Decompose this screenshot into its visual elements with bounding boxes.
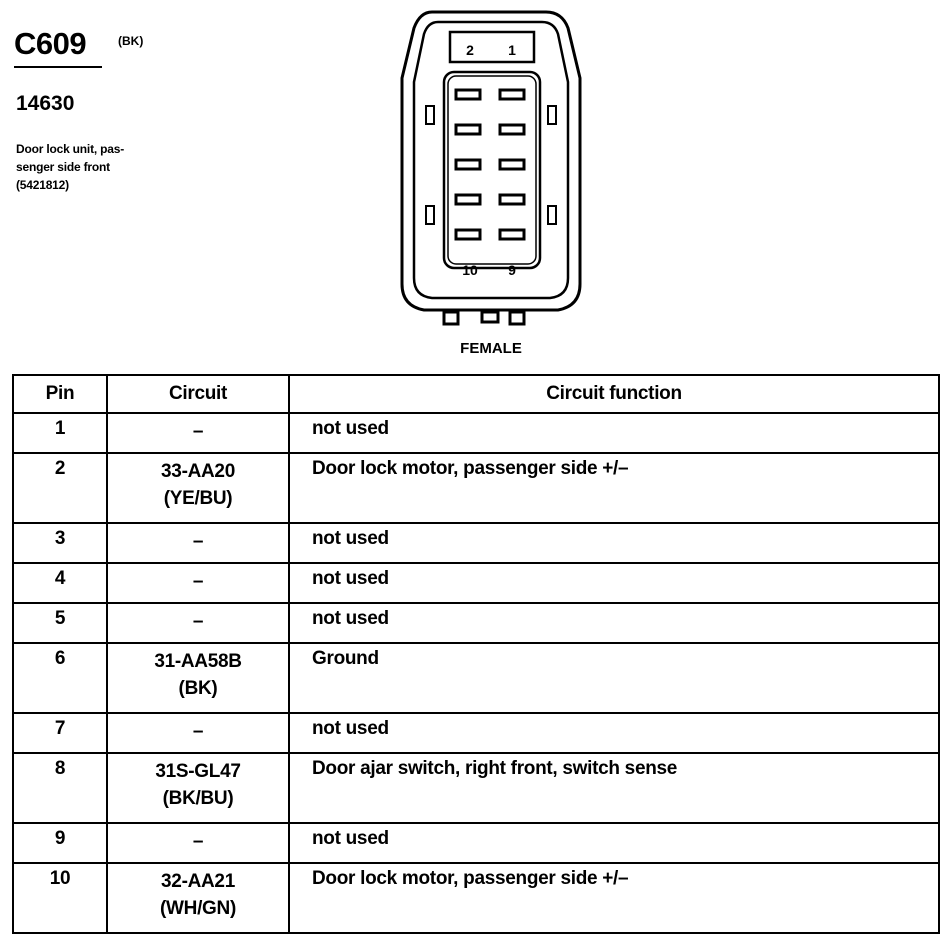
description-line: (5421812) bbox=[16, 178, 69, 192]
circuit-code: – bbox=[192, 611, 204, 632]
wire-color: (WH/GN) bbox=[160, 898, 236, 919]
circuit-code: – bbox=[192, 421, 204, 442]
pin-number: 10 bbox=[13, 863, 107, 933]
pin-number: 5 bbox=[13, 603, 107, 643]
connector-latch bbox=[450, 32, 534, 62]
circuit-code: – bbox=[192, 831, 204, 852]
circuit-function: not used bbox=[289, 413, 939, 453]
circuit-code: – bbox=[192, 571, 204, 592]
pin-number: 8 bbox=[13, 753, 107, 823]
pin-number: 3 bbox=[13, 523, 107, 563]
table-row bbox=[13, 643, 939, 713]
circuit-code: 33-AA20 bbox=[161, 461, 235, 482]
connector-face-diagram bbox=[396, 6, 586, 332]
connector-color: (BK) bbox=[118, 34, 144, 48]
circuit-function: not used bbox=[289, 713, 939, 753]
circuit-function: Ground bbox=[289, 643, 939, 713]
circuit-cell bbox=[107, 603, 289, 643]
connector-inner-outline bbox=[414, 22, 568, 298]
table-header-row bbox=[13, 375, 939, 413]
pin-label-9: 9 bbox=[508, 262, 516, 278]
circuit-code: 32-AA21 bbox=[161, 871, 235, 892]
pin-label-10: 10 bbox=[462, 262, 478, 278]
table-row bbox=[13, 753, 939, 823]
pin-number: 6 bbox=[13, 643, 107, 713]
header-pin: Pin bbox=[13, 375, 107, 413]
side-key-right bbox=[548, 106, 556, 124]
circuit-cell bbox=[107, 753, 289, 823]
circuit-function: not used bbox=[289, 603, 939, 643]
side-key-left bbox=[426, 206, 434, 224]
pin-number: 9 bbox=[13, 823, 107, 863]
pin-number: 1 bbox=[13, 413, 107, 453]
description-line: senger side front bbox=[16, 160, 110, 174]
part-number: 14630 bbox=[16, 92, 75, 115]
header-circuit: Circuit bbox=[107, 375, 289, 413]
connector-id-underline bbox=[14, 66, 102, 68]
pin-number: 2 bbox=[13, 453, 107, 523]
circuit-function: not used bbox=[289, 823, 939, 863]
pin-terminals bbox=[456, 90, 524, 239]
circuit-cell bbox=[107, 823, 289, 863]
circuit-code: – bbox=[192, 531, 204, 552]
table-row bbox=[13, 453, 939, 523]
circuit-function: not used bbox=[289, 563, 939, 603]
table-row bbox=[13, 823, 939, 863]
table-row bbox=[13, 863, 939, 933]
pin-label-2: 2 bbox=[466, 42, 474, 58]
circuit-code: 31-AA58B bbox=[154, 651, 242, 672]
circuit-cell bbox=[107, 453, 289, 523]
pin-number: 4 bbox=[13, 563, 107, 603]
wire-color: (BK/BU) bbox=[162, 788, 234, 809]
circuit-cell bbox=[107, 413, 289, 453]
table-row bbox=[13, 413, 939, 453]
circuit-cell bbox=[107, 523, 289, 563]
wire-color: (YE/BU) bbox=[163, 488, 233, 509]
circuit-function: not used bbox=[289, 523, 939, 563]
description-line: Door lock unit, pas- bbox=[16, 142, 125, 156]
side-key-left bbox=[426, 106, 434, 124]
connector-housing-outline bbox=[402, 12, 580, 310]
connector-description bbox=[16, 140, 186, 194]
pin-table-body bbox=[13, 413, 939, 933]
table-row bbox=[13, 713, 939, 753]
circuit-cell bbox=[107, 713, 289, 753]
connector-gender-label: FEMALE bbox=[460, 340, 522, 357]
circuit-code: – bbox=[192, 721, 204, 742]
wire-color: (BK) bbox=[178, 678, 218, 699]
pin-number: 7 bbox=[13, 713, 107, 753]
circuit-cell bbox=[107, 863, 289, 933]
pin-table bbox=[12, 374, 940, 934]
circuit-cell bbox=[107, 563, 289, 603]
connector-id: C609 bbox=[14, 26, 87, 61]
circuit-function: Door lock motor, passenger side +/– bbox=[289, 863, 939, 933]
pin-label-1: 1 bbox=[508, 42, 516, 58]
circuit-code: 31S-GL47 bbox=[155, 761, 241, 782]
table-row bbox=[13, 603, 939, 643]
circuit-cell bbox=[107, 643, 289, 713]
circuit-function: Door lock motor, passenger side +/– bbox=[289, 453, 939, 523]
circuit-function: Door ajar switch, right front, switch sense bbox=[289, 753, 939, 823]
table-row bbox=[13, 563, 939, 603]
side-key-right bbox=[548, 206, 556, 224]
bottom-tabs bbox=[444, 312, 524, 324]
table-row bbox=[13, 523, 939, 563]
header-circuit-function: Circuit function bbox=[289, 375, 939, 413]
